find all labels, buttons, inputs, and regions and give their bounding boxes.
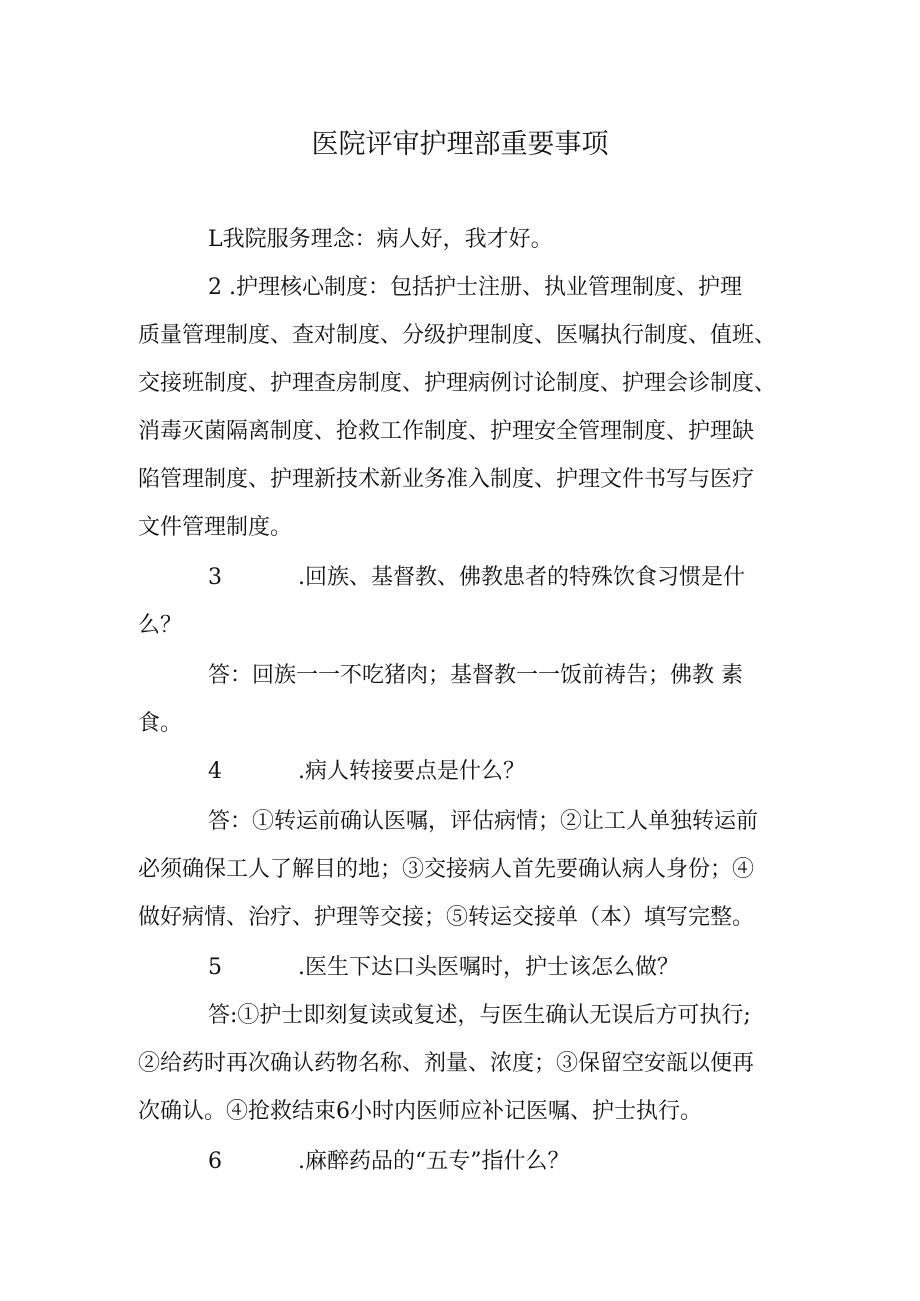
question-5-text: .医生下达口头医嘱时，护士该怎么做？: [298, 955, 679, 980]
paragraph-2-line-1: 2 .护理核心制度：包括护士注册、执业管理制度、护理: [208, 275, 742, 300]
paragraph-1: L我院服务理念：病人好，我才好。: [208, 227, 553, 252]
question-6-text: .麻醉药品的“五专”指什么？: [298, 1149, 570, 1174]
answer-4-line-3: 做好病情、治疗、护理等交接；⑤转运交接单（本）填写完整。: [138, 905, 755, 930]
question-3-number: 3: [208, 565, 222, 590]
question-4-number: 4: [208, 759, 222, 784]
question-5: [208, 944, 679, 992]
question-6-number: 6: [208, 1149, 222, 1174]
paragraph-2-line-2: 质量管理制度、查对制度、分级护理制度、医嘱执行制度、值班、: [138, 323, 777, 348]
question-4: [208, 748, 525, 796]
paragraph-2-line-3: 交接班制度、护理查房制度、护理病例讨论制度、护理会诊制度、: [138, 371, 777, 396]
answer-4-line-1: 答：①转运前确认医嘱，评估病情；②让工人单独转运前: [208, 809, 759, 834]
question-4-text: .病人转接要点是什么？: [298, 759, 525, 784]
answer-3-line-1: 答：回族一一不吃猪肉；基督教一一饭前祷告；佛教 素: [208, 663, 743, 688]
answer-5-line-3: 次确认。④抢救结束6小时内医师应补记医嘱、护士执行。: [138, 1099, 702, 1124]
paragraph-2-line-4: 消毒灭菌隔离制度、抢救工作制度、护理安全管理制度、护理缺: [138, 419, 755, 444]
question-5-number: 5: [208, 955, 222, 980]
question-3-text: .回族、基督教、佛教患者的特殊饮食习惯是什: [298, 565, 745, 590]
question-3-line-2: 么？: [138, 613, 183, 638]
paragraph-2-line-6: 文件管理制度。: [138, 515, 293, 540]
question-3: [208, 554, 745, 602]
answer-5-line-1: 答:①护士即刻复读或复述，与医生确认无误后方可执行;: [208, 1003, 751, 1028]
page-title: 医院评审护理部重要事项: [311, 129, 609, 160]
answer-4-line-2: 必须确保工人了解目的地；③交接病人首先要确认病人身份；④: [138, 857, 755, 882]
paragraph-2-line-5: 陷管理制度、护理新技术新业务准入制度、护理文件书写与医疗: [138, 467, 755, 492]
answer-5-line-2: ②给药时再次确认药物名称、剂量、浓度；③保留空安瓿以便再: [138, 1051, 755, 1076]
answer-3-line-2: 食。: [138, 711, 183, 736]
question-6: [208, 1138, 570, 1186]
